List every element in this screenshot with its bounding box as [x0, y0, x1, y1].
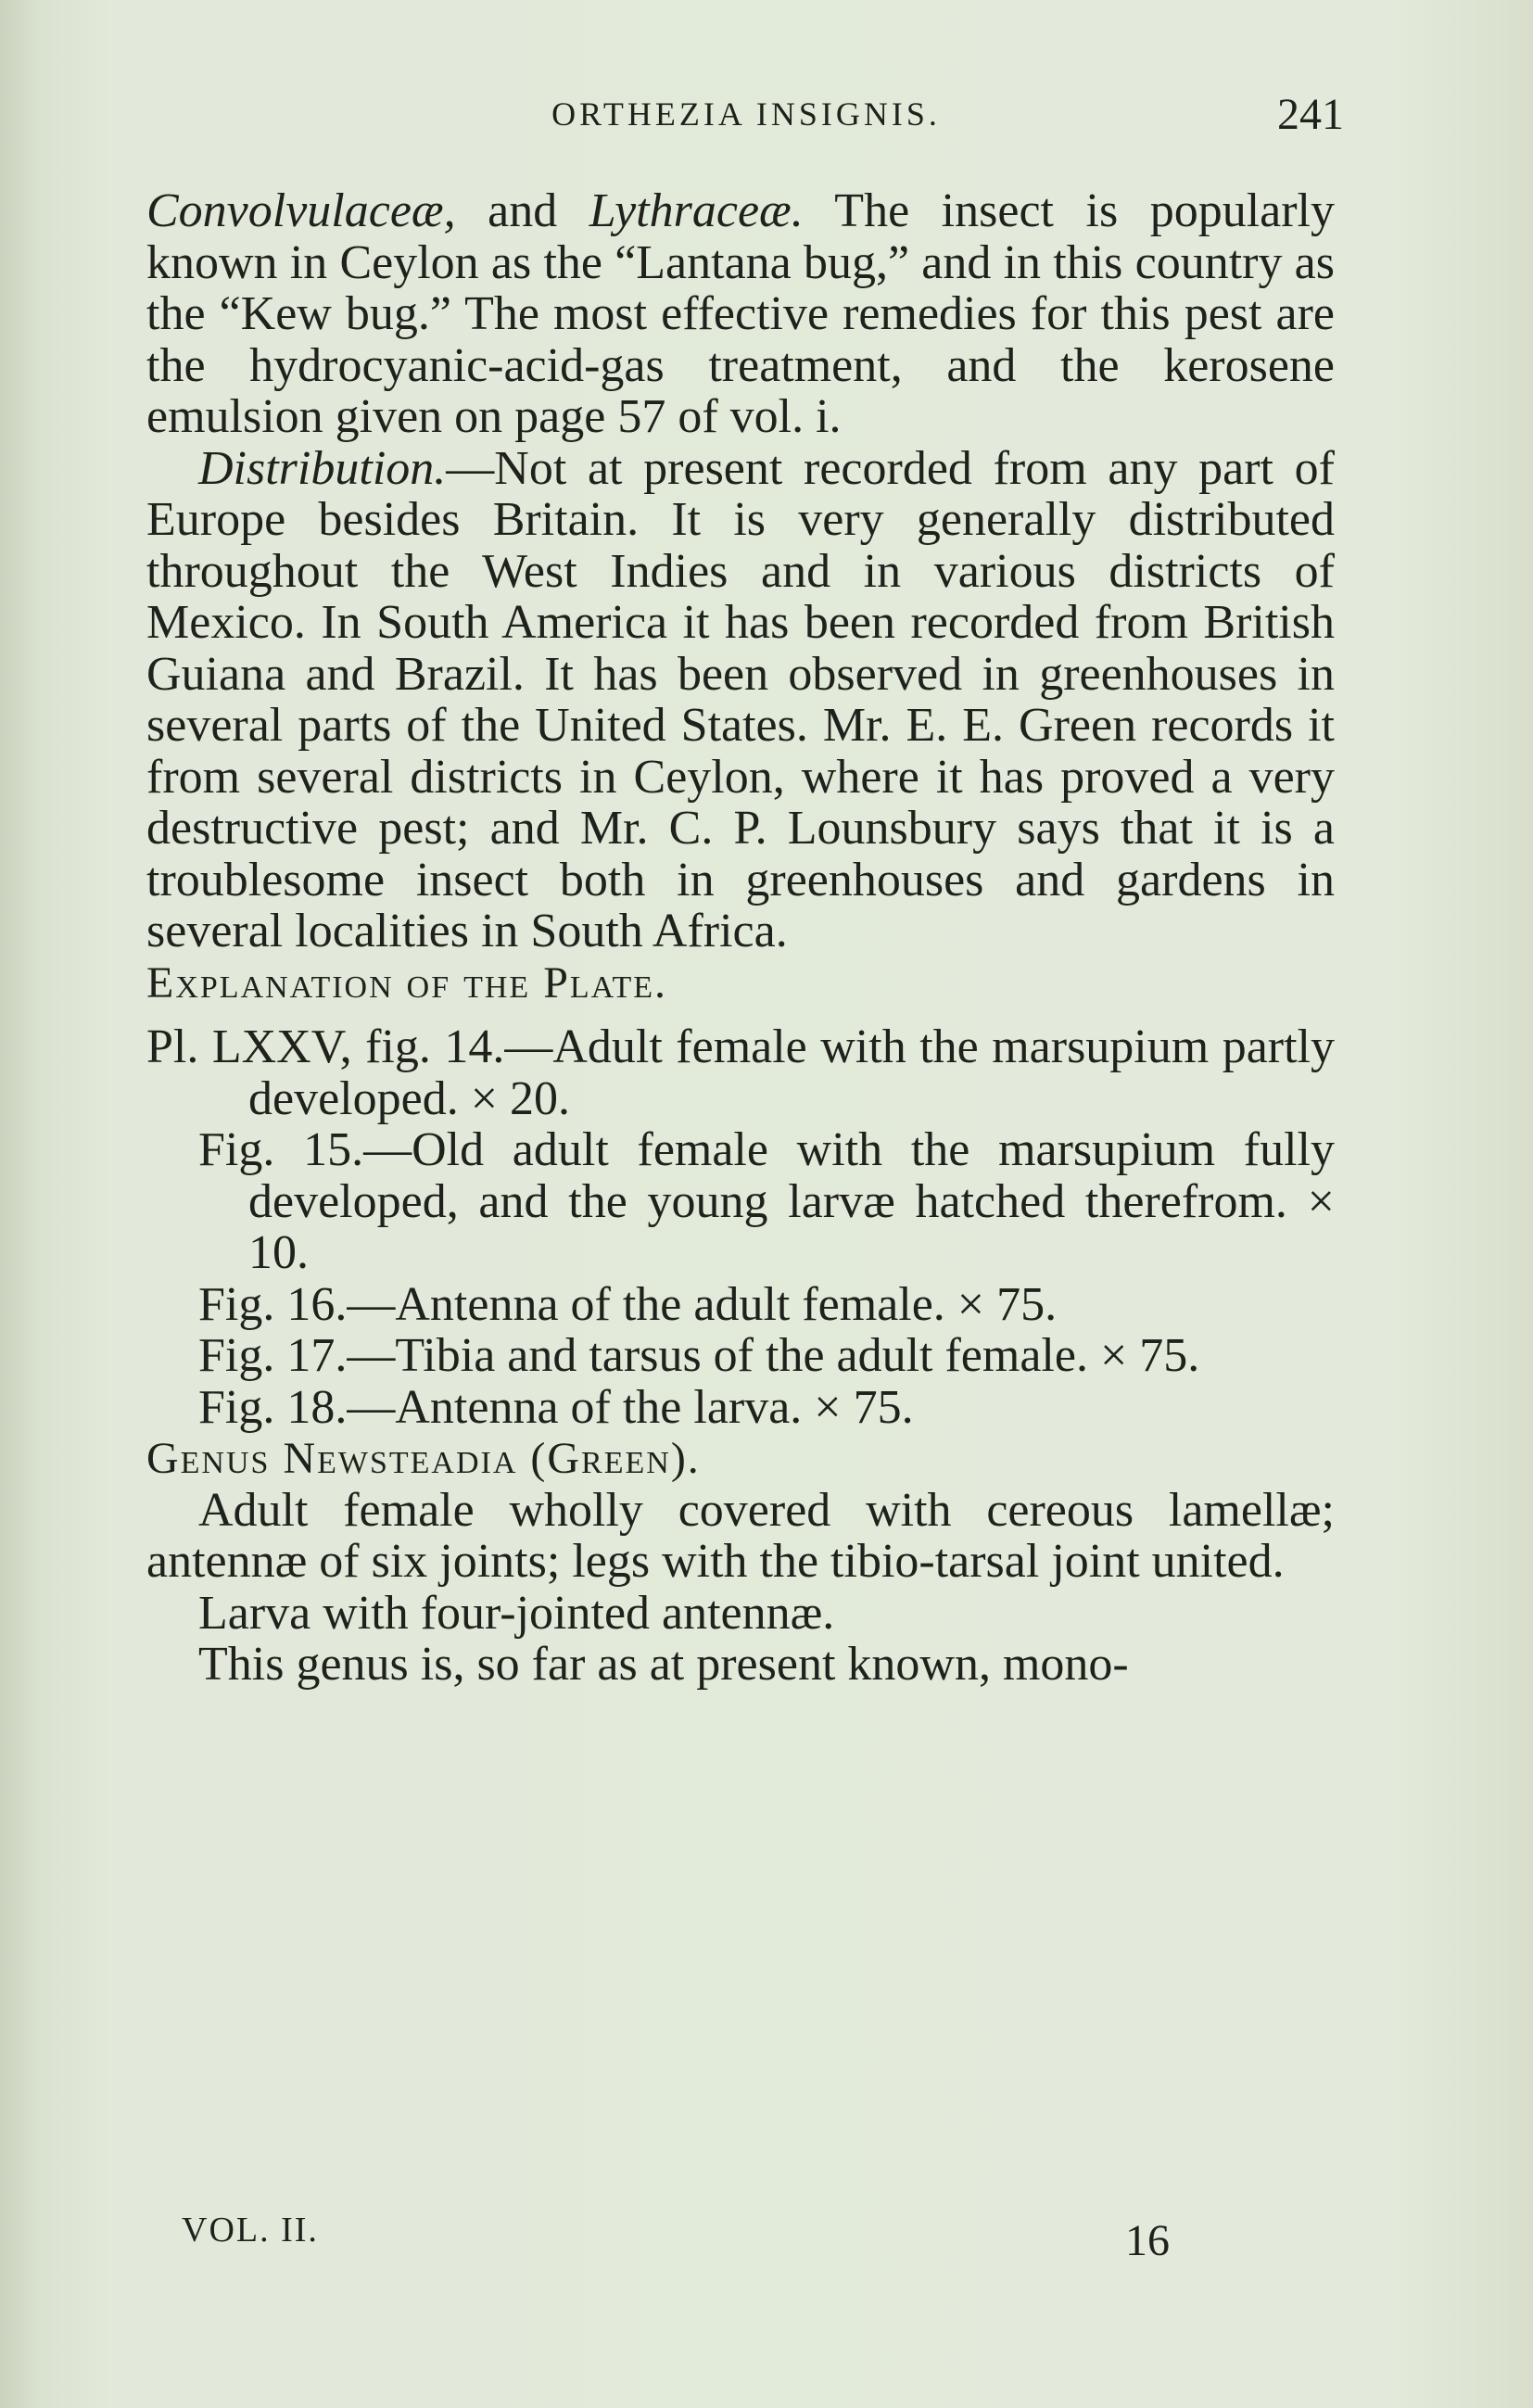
family-name-lythraceae: Lythraceæ. [589, 184, 804, 237]
genus-heading: Genus Newsteadia (Green). [146, 1434, 701, 1483]
volume-mark: VOL. II. [182, 2211, 319, 2250]
paragraph-hosts-and-remedies [146, 185, 1335, 443]
running-head [148, 89, 1344, 145]
paragraph-text: —Not at present recorded from any part of Europe besides Britain. It is very generally distributed throughout the West Indies and in various districts of Mexico. In South America it has been recorded from British Guiana and Brazil. It has been observed in greenhouses in several parts of the United States. Mr. E. E. Green records it from several districts in Ceylon, where it has proved a very destructive pest; and Mr. C. P. Lounsbury says that it is a troublesome insect both in greenhouses and gardens in several localities in South Africa. [146, 441, 1335, 957]
plate-entry: Fig. 17.—Tibia and tarsus of the adult female. × 75. [198, 1329, 1200, 1382]
genus-paragraph: Larva with four-jointed antennæ. [198, 1586, 835, 1640]
plate-entry: Fig. 16.—Antenna of the adult female. × 75. [198, 1277, 1058, 1331]
page-body [146, 185, 1335, 1691]
family-name-convolvulaceae: Convolvulaceæ, [146, 184, 456, 237]
paragraph-distribution [146, 443, 1335, 957]
page-number: 241 [1277, 90, 1344, 139]
plate-explanation-heading: Explanation of the Plate. [146, 957, 667, 1008]
distribution-label: Distribution. [198, 441, 447, 495]
plate-entry: Pl. LXXV, fig. 14.—Adult female with the marsupium partly developed. × 20. [146, 1020, 1335, 1125]
genus-paragraph: Adult female wholly covered with cereous lamellæ; antennæ of six joints; legs with the tibio-tarsal joint united. [146, 1483, 1335, 1588]
paragraph-text: The insect is popularly known in Ceylon as the “Lantana bug,” and in this country as the “Kew bug.” The most effective remedies for this pest are the hydrocyanic-acid-gas treatment, and the kerosene emulsion given on page 57 of vol. i. [146, 184, 1335, 443]
genus-paragraph: This genus is, so far as at present known, mono- [198, 1638, 1129, 1691]
plate-entry: Fig. 15.—Old adult female with the marsupium fully developed, and the young larvæ hatched therefrom. × 10. [198, 1123, 1335, 1279]
running-head-title: ORTHEZIA INSIGNIS. [551, 95, 941, 133]
signature-mark: 16 [1125, 2216, 1170, 2265]
plate-entry: Fig. 18.—Antenna of the larva. × 75. [198, 1380, 914, 1434]
plate-entries [146, 1021, 1335, 1433]
page-footer [182, 2210, 1170, 2265]
paragraph-text: and [455, 184, 589, 237]
